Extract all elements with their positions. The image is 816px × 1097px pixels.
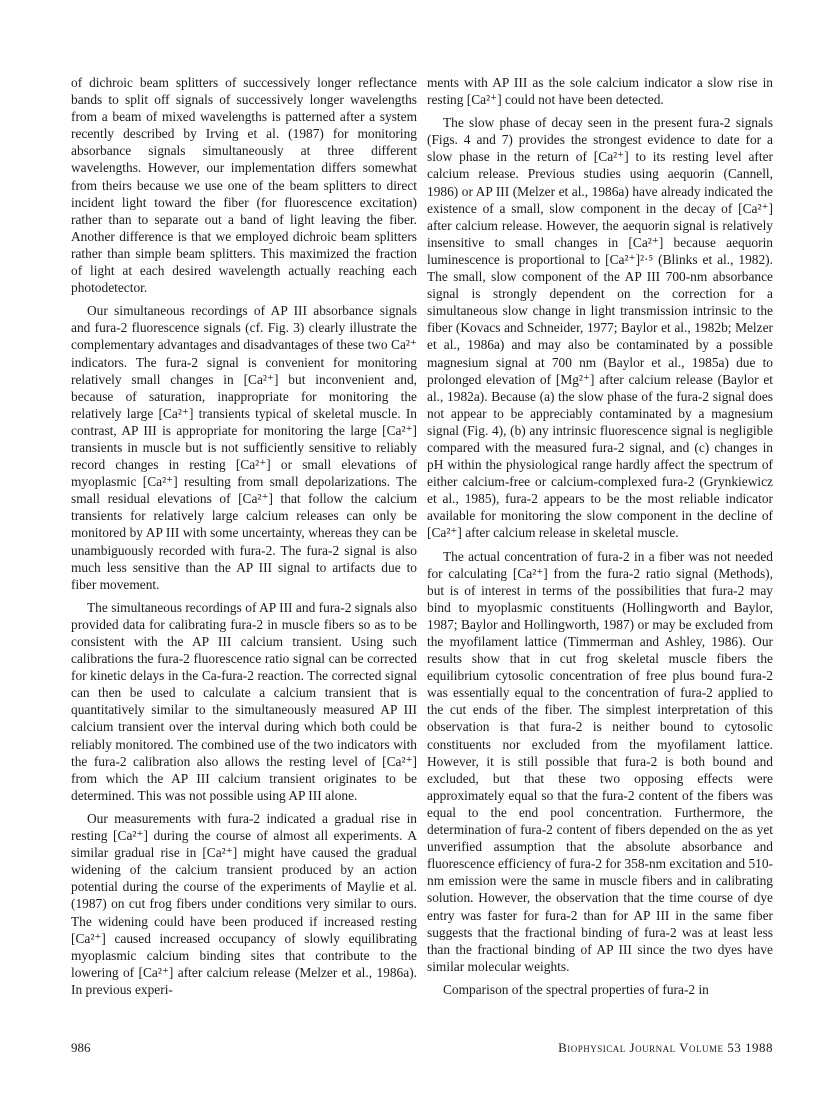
paragraph: Our measurements with fura-2 indicated a gradual rise in resting [Ca²⁺] during the course of almost all experiments. A similar gradual rise in [Ca²⁺] might have caused the gradual widening of the calcium transient produced by an action potential during the course of the experiments of Maylie et al. (1987) on cut frog fibers under conditions very similar to ours. The widening could have been produced if increased resting [Ca²⁺] caused increased occupancy of slowly equilibrating myoplasmic calcium binding sites that contribute to the lowering of [Ca²⁺] after calcium release (Melzer et al., 1986a). In previous experi- bbox=[71, 810, 417, 997]
left-column bbox=[71, 74, 417, 1004]
paragraph: The actual concentration of fura-2 in a fiber was not needed for calculating [Ca²⁺] from the fura-2 ratio signal (Methods), but is of interest in terms of the possibilities that fura-2 may bind to myoplasmic constituents (Hollingworth and Baylor, 1987; Baylor and Hollingworth, 1987) or may be excluded from the myofilament lattice (Timmerman and Ashley, 1986). Our results show that in cut frog skeletal muscle fibers the equilibrium cytosolic concentration of free plus bound fura-2 was essentially equal to the concentration of fura-2 applied to the cut ends of the fiber. The simplest interpretation of this observation is that fura-2 is neither bound to cytosolic constituents nor excluded from the myofilament lattice. However, it is still possible that fura-2 is both bound and excluded, but that these two opposing effects were approximately equal so that the fura-2 content of the fibers was equal to the end pool concentration. Furthermore, the determination of fura-2 content of fibers depended on the as yet unverified assumption that the absolute absorbance and fluorescence efficiency of fura-2 for 358-nm excitation and 510-nm emission were the same in muscle fibers and in calibrating solution. However, the observation that the time course of dye entry was faster for fura-2 than for AP III in the same fiber suggests that the fractional binding of fura-2 was at least less than the fractional binding of AP III since the two dyes have similar molecular weights. bbox=[427, 548, 773, 974]
paragraph: ments with AP III as the sole calcium indicator a slow rise in resting [Ca²⁺] could not have been detected. bbox=[427, 75, 773, 108]
page-number: 986 bbox=[71, 1040, 91, 1055]
journal-citation: Biophysical Journal Volume 53 1988 bbox=[558, 1040, 773, 1055]
paragraph: of dichroic beam splitters of successively longer reflectance bands to split off signals of successively longer wavelengths from a beam of mixed wavelengths is patterned after a system recently described by Irving et al. (1987) for monitoring absorbance signals simultaneously at three different wavelengths. However, our implementation differs somewhat from theirs because we use one of the beam splitters to direct incident light toward the fiber (for fluorescence excitation) rather than to separate out a band of light leaving the fiber. Another difference is that we employed dichroic beam splitters rather than simple beam splitters. This maximized the fraction of light at each desired wavelength actually reaching each photodetector. bbox=[71, 75, 417, 296]
paragraph: The simultaneous recordings of AP III and fura-2 signals also provided data for calibrating fura-2 in muscle fibers so as to be consistent with the AP III calcium transient. Using such calibrations the fura-2 fluorescence ratio signal can be corrected for kinetic delays in the Ca-fura-2 reaction. The corrected signal can then be used to calculate a calcium transient that is quantitatively similar to the simultaneously measured AP III calcium transient over the interval during which both could be reliably monitored. The combined use of the two indicators with the fura-2 calibration also allows the resting level of [Ca²⁺] from which the AP III calcium transient originates to be determined. This was not possible using AP III alone. bbox=[71, 599, 417, 803]
paragraph: Our simultaneous recordings of AP III absorbance signals and fura-2 fluorescence signals (cf. Fig. 3) clearly illustrate the complementary advantages and disadvantages of these two Ca²⁺ indicators. The fura-2 signal is convenient for monitoring relatively small changes in [Ca²⁺] but inconvenient and, because of saturation, inappropriate for monitoring the relatively large [Ca²⁺] transients typical of skeletal muscle. In contrast, AP III is appropriate for monitoring the large [Ca²⁺] transients in muscle but is not sufficiently sensitive to reliably record changes in resting [Ca²⁺] or small elevations of myoplasmic [Ca²⁺] resulting from small depolarizations. The small residual elevations of [Ca²⁺] that follow the calcium transients for relatively large calcium releases can only be monitored by AP III with some uncertainty, whereas they can be unambiguously recorded with fura-2. The fura-2 signal is also much less sensitive than the AP III signal to artifacts due to fiber movement. bbox=[71, 303, 417, 592]
paragraph: The slow phase of decay seen in the present fura-2 signals (Figs. 4 and 7) provides the strongest evidence to date for a slow phase in the return of [Ca²⁺] to its resting level after calcium release. Previous studies using aequorin (Cannell, 1986) or AP III (Melzer et al., 1986a) have already indicated the existence of a small, slow component in the decay of [Ca²⁺] after calcium release. However, the aequorin signal is relatively insensitive to small changes in [Ca²⁺] because aequorin luminescence is proportional to [Ca²⁺]²·⁵ (Blinks et al., 1982). The small, slow component of the AP III 700-nm absorbance signal is strongly dependent on the correction for a simultaneous slow change in light transmission intrinsic to the fiber (Kovacs and Schneider, 1977; Baylor et al., 1982b; Melzer et al., 1986a) and may also be contaminated by a possible magnesium signal at 700 nm (Baylor et al., 1985a) due to prolonged elevation of [Mg²⁺] after calcium release (Baylor et al., 1982a). Because (a) the slow phase of the fura-2 signal does not appear to be appreciably contaminated by a magnesium signal (Fig. 4), (b) any intrinsic fluorescence signal is negligible compared with the measured fura-2 signal, and (c) changes in pH within the physiological range hardly affect the spectrum of either calcium-free or calcium-complexed fura-2 (Grynkiewicz et al., 1985), fura-2 appears to be the most reliable indicator available for monitoring the slow component in the decline of [Ca²⁺] after calcium release in skeletal muscle. bbox=[427, 115, 773, 541]
right-column bbox=[427, 74, 773, 1004]
paragraph: Comparison of the spectral properties of fura-2 in bbox=[443, 981, 709, 997]
